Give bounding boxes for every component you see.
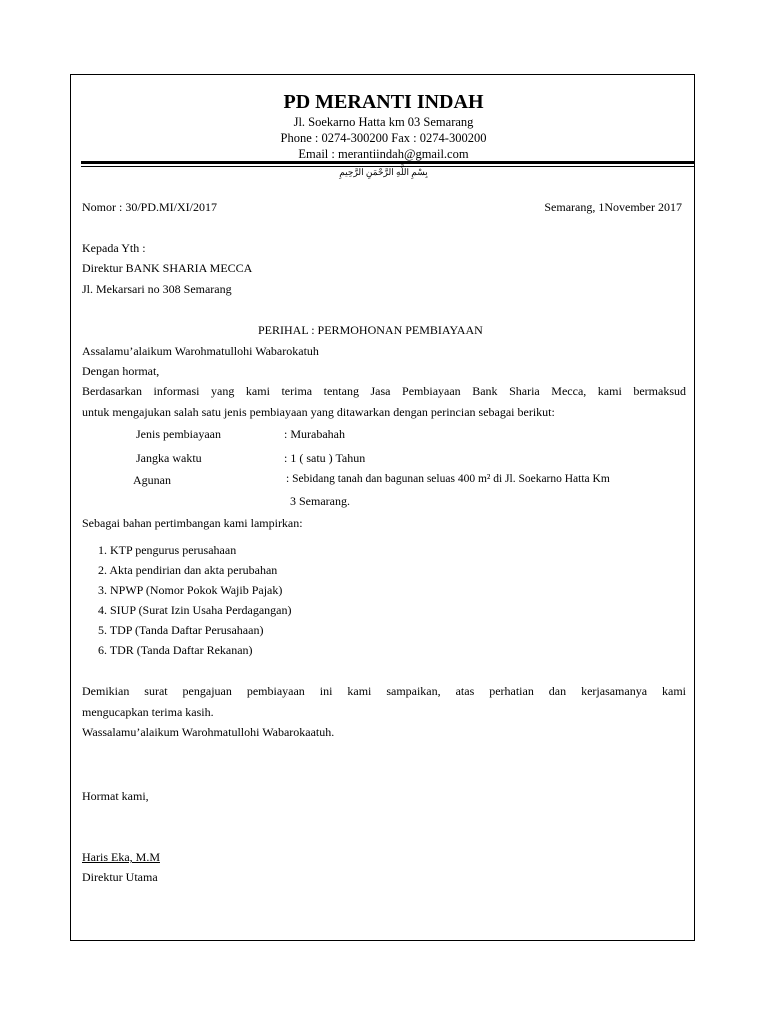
signatory-name: Haris Eka, M.M [82, 850, 160, 864]
intro-paragraph-line-2: untuk mengajukan salah satu jenis pembiayaan yang ditawarkan dengan perincian sebagai berikut: [82, 405, 555, 419]
company-email: Email : merantiindah@gmail.com [298, 147, 469, 161]
signature-regards: Hormat kami, [82, 789, 149, 803]
detail-label-jangka: Jangka waktu [136, 451, 202, 465]
company-phone-fax: Phone : 0274-300200 Fax : 0274-300200 [280, 131, 487, 145]
closing-paragraph-line-2: mengucapkan terima kasih. [82, 705, 214, 719]
letter-number: Nomor : 30/PD.MI/XI/2017 [82, 200, 217, 214]
recipient-address: Jl. Mekarsari no 308 Semarang [82, 282, 232, 296]
detail-value-jenis: : Murabahah [284, 427, 345, 441]
bismillah-calligraphy: بِسْمِ اللَّهِ الرَّحْمَنِ الرَّحِيمِ [339, 167, 428, 177]
attachment-item: 4. SIUP (Surat Izin Usaha Perdagangan) [98, 603, 292, 617]
detail-value-agunan-cont: 3 Semarang. [290, 494, 350, 508]
company-name: PD MERANTI INDAH [283, 91, 484, 113]
detail-value-jangka: : 1 ( satu ) Tahun [284, 451, 366, 465]
header-double-rule-thick [81, 161, 694, 164]
recipient-name: Direktur BANK SHARIA MECCA [82, 261, 253, 275]
detail-label-jenis: Jenis pembiayaan [136, 427, 221, 441]
place-date: Semarang, 1November 2017 [544, 200, 682, 214]
attachment-item: 5. TDP (Tanda Daftar Perusahaan) [98, 623, 264, 637]
attachments-intro: Sebagai bahan pertimbangan kami lampirkan: [82, 516, 303, 530]
detail-value-agunan: : Sebidang tanah dan bagunan seluas 400 m² di Jl. Soekarno Hatta Km [286, 473, 610, 485]
closing-salam: Wassalamu’alaikum Warohmatullohi Wabarokaatuh. [82, 725, 335, 739]
closing-paragraph-line-1: Demikian surat pengajuan pembiayaan ini kami sampaikan, atas perhatian dan kerjasamanya kami [82, 684, 686, 698]
attachment-item: 6. TDR (Tanda Daftar Rekanan) [98, 643, 253, 657]
detail-label-agunan: Agunan [133, 473, 171, 487]
signatory-title: Direktur Utama [82, 870, 158, 884]
recipient-salutation: Kepada Yth : [82, 241, 146, 255]
greeting: Dengan hormat, [82, 364, 160, 378]
attachment-item: 3. NPWP (Nomor Pokok Wajib Pajak) [98, 583, 283, 597]
company-address: Jl. Soekarno Hatta km 03 Semarang [293, 115, 474, 129]
opening-salam: Assalamu’alaikum Warohmatullohi Wabarokatuh [82, 344, 319, 358]
attachment-item: 2. Akta pendirian dan akta perubahan [98, 563, 278, 577]
intro-paragraph-line-1: Berdasarkan informasi yang kami terima tentang Jasa Pembiayaan Bank Sharia Mecca, kami bermaksud [82, 384, 686, 398]
letter-subject: PERIHAL : PERMOHONAN PEMBIAYAAN [258, 323, 483, 337]
letter-page [70, 74, 695, 941]
attachment-item: 1. KTP pengurus perusahaan [98, 543, 237, 557]
